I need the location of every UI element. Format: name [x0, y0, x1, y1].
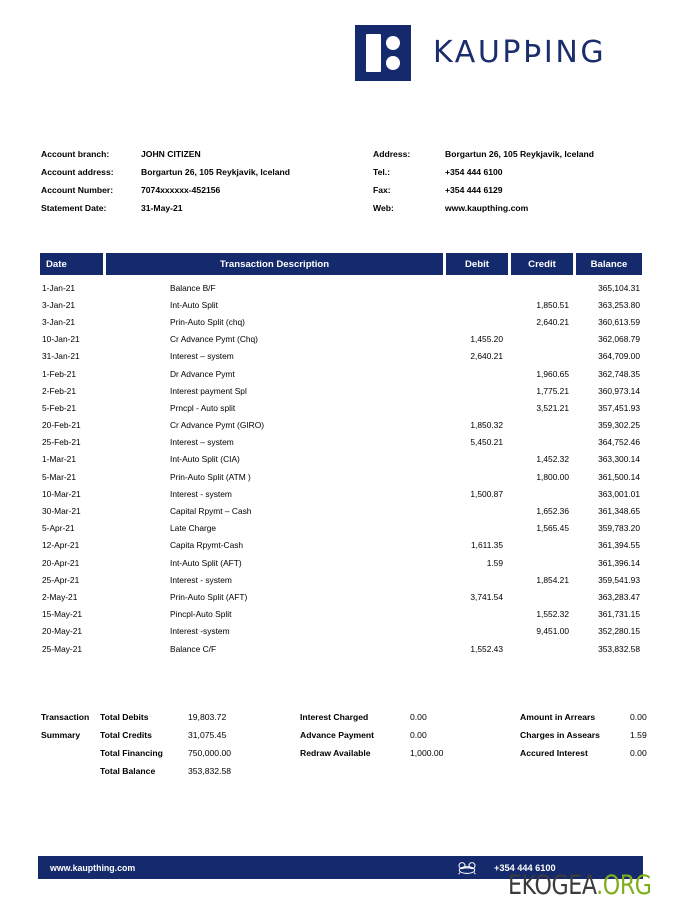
cell-debit: 1,611.35: [471, 540, 503, 551]
cell-credit: 3,521.21: [536, 402, 569, 413]
cell-date: 1-Feb-21: [42, 368, 76, 379]
table-header-row: [40, 253, 642, 275]
column-header-balance: Balance: [576, 253, 642, 275]
bank-address-label: Address:: [373, 149, 411, 159]
cell-date: 15-May-21: [42, 609, 83, 620]
transactions-table: [40, 253, 642, 657]
watermark-name: EKOGEA: [508, 870, 597, 901]
summary-value-advance-payment: 0.00: [410, 730, 427, 740]
bank-web-value: www.kaupthing.com: [445, 203, 529, 213]
statement-date-label: Statement Date:: [41, 203, 107, 213]
cell-balance: 361,396.14: [598, 557, 640, 568]
table-row: [40, 468, 642, 485]
cell-date: 5-Mar-21: [42, 471, 76, 482]
cell-date: 20-May-21: [42, 626, 83, 637]
cell-date: 2-Feb-21: [42, 385, 76, 396]
cell-date: 31-Jan-21: [42, 351, 80, 362]
cell-balance: 352,280.15: [598, 626, 640, 637]
cell-credit: 1,652.36: [536, 506, 569, 517]
cell-debit: 3,741.54: [470, 591, 503, 602]
cell-date: 5-Apr-21: [42, 523, 75, 534]
summary-value-total-debits: 19,803.72: [188, 712, 227, 722]
table-row: [40, 399, 642, 416]
cell-date: 12-Apr-21: [42, 540, 80, 551]
cell-debit: 1,455.20: [470, 334, 503, 345]
table-row: [40, 623, 642, 640]
telephone-icon: [456, 860, 478, 875]
cell-description: Int-Auto Split: [170, 299, 218, 310]
watermark-tld: .ORG: [596, 870, 652, 901]
table-row: [40, 588, 642, 605]
table-row: [40, 554, 642, 571]
brand-name: KAUPÞING: [433, 35, 607, 70]
cell-date: 25-May-21: [42, 643, 83, 654]
table-row: [40, 434, 642, 451]
summary-label-interest-charged: Interest Charged: [300, 712, 369, 722]
cell-description: Prin-Auto Split (AFT): [170, 591, 248, 602]
cell-date: 3-Jan-21: [42, 299, 76, 310]
summary-value-interest-charged: 0.00: [410, 712, 427, 722]
cell-balance: 359,302.25: [598, 420, 640, 431]
account-address-label: Account address:: [41, 167, 114, 177]
brand-logo: [355, 24, 606, 82]
summary-value-total-balance: 353,832.58: [188, 766, 232, 776]
cell-date: 5-Feb-21: [42, 402, 76, 413]
cell-balance: 363,300.14: [598, 454, 640, 465]
cell-description: Interest – system: [170, 437, 234, 448]
cell-description: Pincpl-Auto Split: [170, 609, 232, 620]
cell-balance: 361,500.14: [598, 471, 640, 482]
bank-tel-label: Tel.:: [373, 167, 391, 177]
cell-description: Capita Rpymt-Cash: [170, 540, 244, 551]
cell-description: Interest - system: [170, 574, 232, 585]
transaction-summary: [41, 708, 646, 780]
summary-row: [41, 744, 646, 762]
summary-row: [41, 762, 646, 780]
logo-dot-top-shape: [386, 36, 400, 50]
cell-description: Balance C/F: [170, 643, 217, 654]
table-row: [40, 606, 642, 623]
footer-telephone: +354 444 6100: [494, 862, 556, 873]
cell-balance: 357,451.93: [598, 402, 640, 413]
cell-credit: 1,800.00: [536, 471, 569, 482]
cell-description: Int-Auto Split (CIA): [170, 454, 240, 465]
cell-credit: 1,565.45: [536, 523, 569, 534]
cell-description: Cr Advance Pymt (GIRO): [170, 420, 265, 431]
cell-balance: 362,748.35: [598, 368, 640, 379]
cell-description: Interest - system: [170, 488, 232, 499]
summary-value-charges-in-assears: 1.59: [630, 730, 647, 740]
table-row: [40, 502, 642, 519]
cell-balance: 361,348.65: [598, 506, 640, 517]
logo-dot-bottom-shape: [386, 56, 400, 70]
account-info-row: [373, 199, 594, 217]
summary-label-total-balance: Total Balance: [100, 766, 156, 776]
cell-balance: 364,709.00: [598, 351, 640, 362]
cell-description: Int-Auto Split (AFT): [170, 557, 242, 568]
watermark: [508, 872, 652, 899]
account-branch-label: Account branch:: [41, 149, 110, 159]
bank-address-value: Borgartun 26, 105 Reykjavik, Iceland: [445, 149, 595, 159]
cell-balance: 361,394.55: [598, 540, 640, 551]
cell-date: 1-Mar-21: [42, 454, 76, 465]
cell-credit: 1,850.51: [536, 299, 569, 310]
summary-value-total-financing: 750,000.00: [188, 748, 232, 758]
account-info-row: [41, 181, 290, 199]
cell-balance: 360,613.59: [598, 316, 640, 327]
logo-bar-shape: [366, 34, 381, 72]
cell-description: Prin-Auto Split (ATM ): [170, 471, 251, 482]
table-row: [40, 520, 642, 537]
cell-balance: 360,973.14: [598, 385, 640, 396]
column-header-credit: Credit: [511, 253, 573, 275]
table-row: [40, 348, 642, 365]
table-row: [40, 537, 642, 554]
bank-tel-value: +354 444 6100: [445, 167, 503, 177]
cell-date: 10-Jan-21: [42, 334, 80, 345]
cell-balance: 363,001.01: [598, 488, 640, 499]
account-info-row: [41, 163, 290, 181]
summary-label-accured-interest: Accured Interest: [520, 748, 588, 758]
cell-credit: 2,640.21: [536, 316, 569, 327]
cell-description: Interest – system: [170, 351, 234, 362]
account-info-row: [373, 163, 594, 181]
cell-debit: 5,450.21: [470, 437, 503, 448]
cell-balance: 364,752.46: [598, 437, 640, 448]
cell-debit: 2,640.21: [470, 351, 503, 362]
bank-web-label: Web:: [373, 203, 394, 213]
column-header-date: Date: [40, 253, 103, 275]
cell-debit: 1.59: [486, 557, 503, 568]
cell-description: Cr Advance Pymt (Chq): [170, 334, 258, 345]
cell-date: 25-Feb-21: [42, 437, 81, 448]
cell-date: 30-Mar-21: [42, 506, 81, 517]
cell-balance: 362,068.79: [598, 334, 640, 345]
cell-date: 20-Feb-21: [42, 420, 81, 431]
cell-debit: 1,552.43: [470, 643, 503, 654]
summary-value-redraw-available: 1,000.00: [410, 748, 444, 758]
account-info-row: [41, 145, 290, 163]
summary-title-line2: Summary: [41, 730, 81, 740]
summary-row: [41, 708, 646, 726]
summary-title-line1: Transaction: [41, 712, 90, 722]
summary-label-advance-payment: Advance Payment: [300, 730, 375, 740]
summary-value-total-credits: 31,075.45: [188, 730, 227, 740]
table-row: [40, 382, 642, 399]
cell-balance: 359,541.93: [598, 574, 640, 585]
cell-balance: 365,104.31: [598, 282, 640, 293]
kaupthing-square-logo-icon: [355, 25, 411, 81]
account-info-row: [373, 181, 594, 199]
cell-description: Capital Rpymt – Cash: [170, 506, 252, 517]
account-info-right: [373, 145, 594, 217]
table-row: [40, 485, 642, 502]
cell-debit: 1,500.87: [470, 488, 503, 499]
cell-credit: 1,775.21: [536, 385, 569, 396]
account-info-row: [41, 199, 290, 217]
cell-credit: 1,452.32: [536, 454, 569, 465]
table-row: [40, 640, 642, 657]
cell-description: Prncpl - Auto split: [170, 402, 236, 413]
account-info-row: [373, 145, 594, 163]
cell-description: Interest payment Spl: [170, 385, 247, 396]
statement-date-value: 31-May-21: [141, 203, 183, 213]
summary-value-accured-interest: 0.00: [630, 748, 647, 758]
table-row: [40, 331, 642, 348]
cell-balance: 361,731.15: [598, 609, 640, 620]
cell-balance: 363,283.47: [598, 591, 640, 602]
cell-description: Dr Advance Pymt: [170, 368, 235, 379]
summary-label-total-debits: Total Debits: [100, 712, 149, 722]
table-row: [40, 279, 642, 296]
cell-description: Late Charge: [170, 523, 217, 534]
account-branch-value: JOHN CITIZEN: [141, 149, 201, 159]
summary-value-amount-in-arrears: 0.00: [630, 712, 647, 722]
table-body: [40, 279, 642, 657]
cell-description: Interest -system: [170, 626, 230, 637]
cell-description: Prin-Auto Split (chq): [170, 316, 245, 327]
cell-balance: 363,253.80: [598, 299, 640, 310]
cell-description: Balance B/F: [170, 282, 216, 293]
table-row: [40, 571, 642, 588]
cell-date: 10-Mar-21: [42, 488, 81, 499]
cell-credit: 1,552.32: [536, 609, 569, 620]
cell-credit: 1,960.65: [536, 368, 569, 379]
account-address-value: Borgartun 26, 105 Reykjavik, Iceland: [141, 167, 291, 177]
account-info-left: [41, 145, 290, 217]
cell-date: 20-Apr-21: [42, 557, 80, 568]
cell-date: 25-Apr-21: [42, 574, 80, 585]
table-row: [40, 451, 642, 468]
cell-debit: 1,850.32: [470, 420, 503, 431]
summary-row: [41, 726, 646, 744]
table-row: [40, 417, 642, 434]
footer-website[interactable]: www.kaupthing.com: [50, 862, 136, 873]
cell-credit: 1,854.21: [536, 574, 569, 585]
bank-fax-value: +354 444 6129: [445, 185, 503, 195]
summary-label-total-financing: Total Financing: [100, 748, 163, 758]
summary-label-redraw-available: Redraw Available: [300, 748, 371, 758]
table-row: [40, 313, 642, 330]
column-header-description: Transaction Description: [106, 253, 443, 275]
table-row: [40, 296, 642, 313]
account-number-label: Account Number:: [41, 185, 114, 195]
cell-balance: 359,783.20: [598, 523, 640, 534]
column-header-debit: Debit: [446, 253, 508, 275]
cell-date: 3-Jan-21: [42, 316, 76, 327]
cell-date: 1-Jan-21: [42, 282, 76, 293]
account-number-value: 7074xxxxxx-452156: [141, 185, 221, 195]
summary-label-charges-in-assears: Charges in Assears: [520, 730, 600, 740]
table-row: [40, 365, 642, 382]
cell-credit: 9,451.00: [536, 626, 569, 637]
summary-label-total-credits: Total Credits: [100, 730, 152, 740]
bank-fax-label: Fax:: [373, 185, 391, 195]
cell-date: 2-May-21: [42, 591, 78, 602]
cell-balance: 353,832.58: [598, 643, 640, 654]
summary-label-amount-in-arrears: Amount in Arrears: [520, 712, 596, 722]
